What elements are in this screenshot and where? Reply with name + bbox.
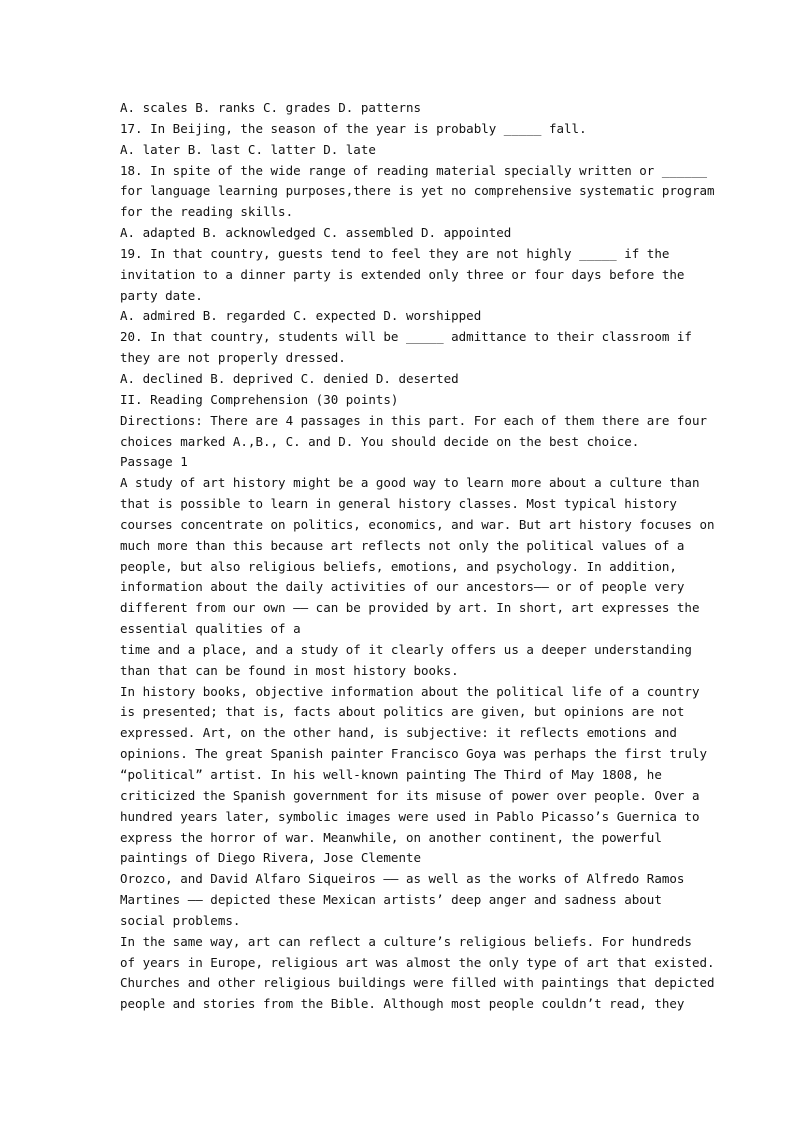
passage-text-line: “political” artist. In his well-known painting The Third of May 1808, he bbox=[120, 767, 662, 782]
passage-text-line: In the same way, art can reflect a culture’s religious beliefs. For hundreds bbox=[120, 933, 692, 949]
q20-options: A. declined B. deprived C. denied D. deserted bbox=[120, 370, 459, 386]
passage-text-line: express the horror of war. Meanwhile, on another continent, the powerful bbox=[120, 829, 662, 845]
passage-text-line: social problems. bbox=[120, 912, 241, 928]
q18-question-line-3: for the reading skills. bbox=[120, 204, 294, 220]
q16-options: A. scales B. ranks C. grades D. patterns bbox=[120, 100, 422, 115]
passage-text-line: that is possible to learn in general history classes. Most typical history bbox=[120, 496, 677, 512]
passage-title: Passage 1 bbox=[120, 454, 188, 470]
q18-question-line-2: for language learning purposes,there is yet no comprehensive systematic program bbox=[120, 183, 715, 199]
q19-question-line-2: invitation to a dinner party is extended only three or four days before the bbox=[120, 266, 685, 282]
q18-options: A. adapted B. acknowledged C. assembled D. appointed bbox=[120, 225, 512, 241]
passage-text-line: information about the daily activities of our ancestors—— or of people very bbox=[120, 579, 685, 595]
q17-question: 17. In Beijing, the season of the year is probably _____ fall. bbox=[120, 120, 587, 136]
q20-question-line-2: they are not properly dressed. bbox=[120, 350, 346, 366]
passage-text-line: criticized the Spanish government for its misuse of power over people. Over a bbox=[120, 787, 700, 803]
passage-text-line: A study of art history might be a good way to learn more about a culture than bbox=[120, 475, 700, 491]
passage-text-line: different from our own —— can be provided by art. In short, art expresses the bbox=[120, 600, 700, 616]
q19-question-line-1: 19. In that country, guests tend to feel they are not highly _____ if the bbox=[120, 245, 670, 261]
passage-text-line: Orozco, and David Alfaro Siqueiros —— as well as the works of Alfredo Ramos bbox=[120, 871, 685, 887]
passage-text-line: essential qualities of a bbox=[120, 621, 301, 637]
passage-text-line: of years in Europe, religious art was almost the only type of art that existed. bbox=[120, 954, 715, 970]
document-page bbox=[120, 98, 715, 1015]
q18-question-line-1: 18. In spite of the wide range of reading material specially written or ______ bbox=[120, 162, 707, 178]
passage-text-line: paintings of Diego Rivera, Jose Clemente bbox=[120, 850, 422, 866]
passage-text-line: people, but also religious beliefs, emotions, and psychology. In addition, bbox=[120, 558, 677, 574]
passage-text-line: than that can be found in most history books. bbox=[120, 662, 459, 678]
q19-options: A. admired B. regarded C. expected D. worshipped bbox=[120, 308, 482, 324]
section-heading: II. Reading Comprehension (30 points) bbox=[120, 391, 399, 407]
directions-line-1: Directions: There are 4 passages in this part. For each of them there are four bbox=[120, 412, 707, 428]
passage-text-line: time and a place, and a study of it clearly offers us a deeper understanding bbox=[120, 641, 692, 657]
passage-text-line: opinions. The great Spanish painter Francisco Goya was perhaps the first truly bbox=[120, 746, 707, 762]
q20-question-line-1: 20. In that country, students will be _____ admittance to their classroom if bbox=[120, 329, 692, 345]
passage-text-line: In history books, objective information about the political life of a country bbox=[120, 683, 700, 699]
q19-question-line-3: party date. bbox=[120, 287, 203, 303]
q17-options: A. later B. last C. latter D. late bbox=[120, 141, 376, 157]
passage-text-line: hundred years later, symbolic images were used in Pablo Picasso’s Guernica to bbox=[120, 808, 700, 824]
passage-text-line: courses concentrate on politics, economics, and war. But art history focuses on bbox=[120, 516, 715, 532]
passage-text-line: expressed. Art, on the other hand, is subjective: it reflects emotions and bbox=[120, 725, 677, 741]
passage-text-line: is presented; that is, facts about politics are given, but opinions are not bbox=[120, 704, 685, 720]
passage-text-line: people and stories from the Bible. Although most people couldn’t read, they bbox=[120, 996, 685, 1012]
passage-text-line: Martines —— depicted these Mexican artists’ deep anger and sadness about bbox=[120, 892, 662, 908]
directions-line-2: choices marked A.,B., C. and D. You should decide on the best choice. bbox=[120, 433, 640, 449]
passage-text-line: Churches and other religious buildings were filled with paintings that depicted bbox=[120, 975, 715, 991]
passage-text-line: much more than this because art reflects not only the political values of a bbox=[120, 537, 685, 553]
